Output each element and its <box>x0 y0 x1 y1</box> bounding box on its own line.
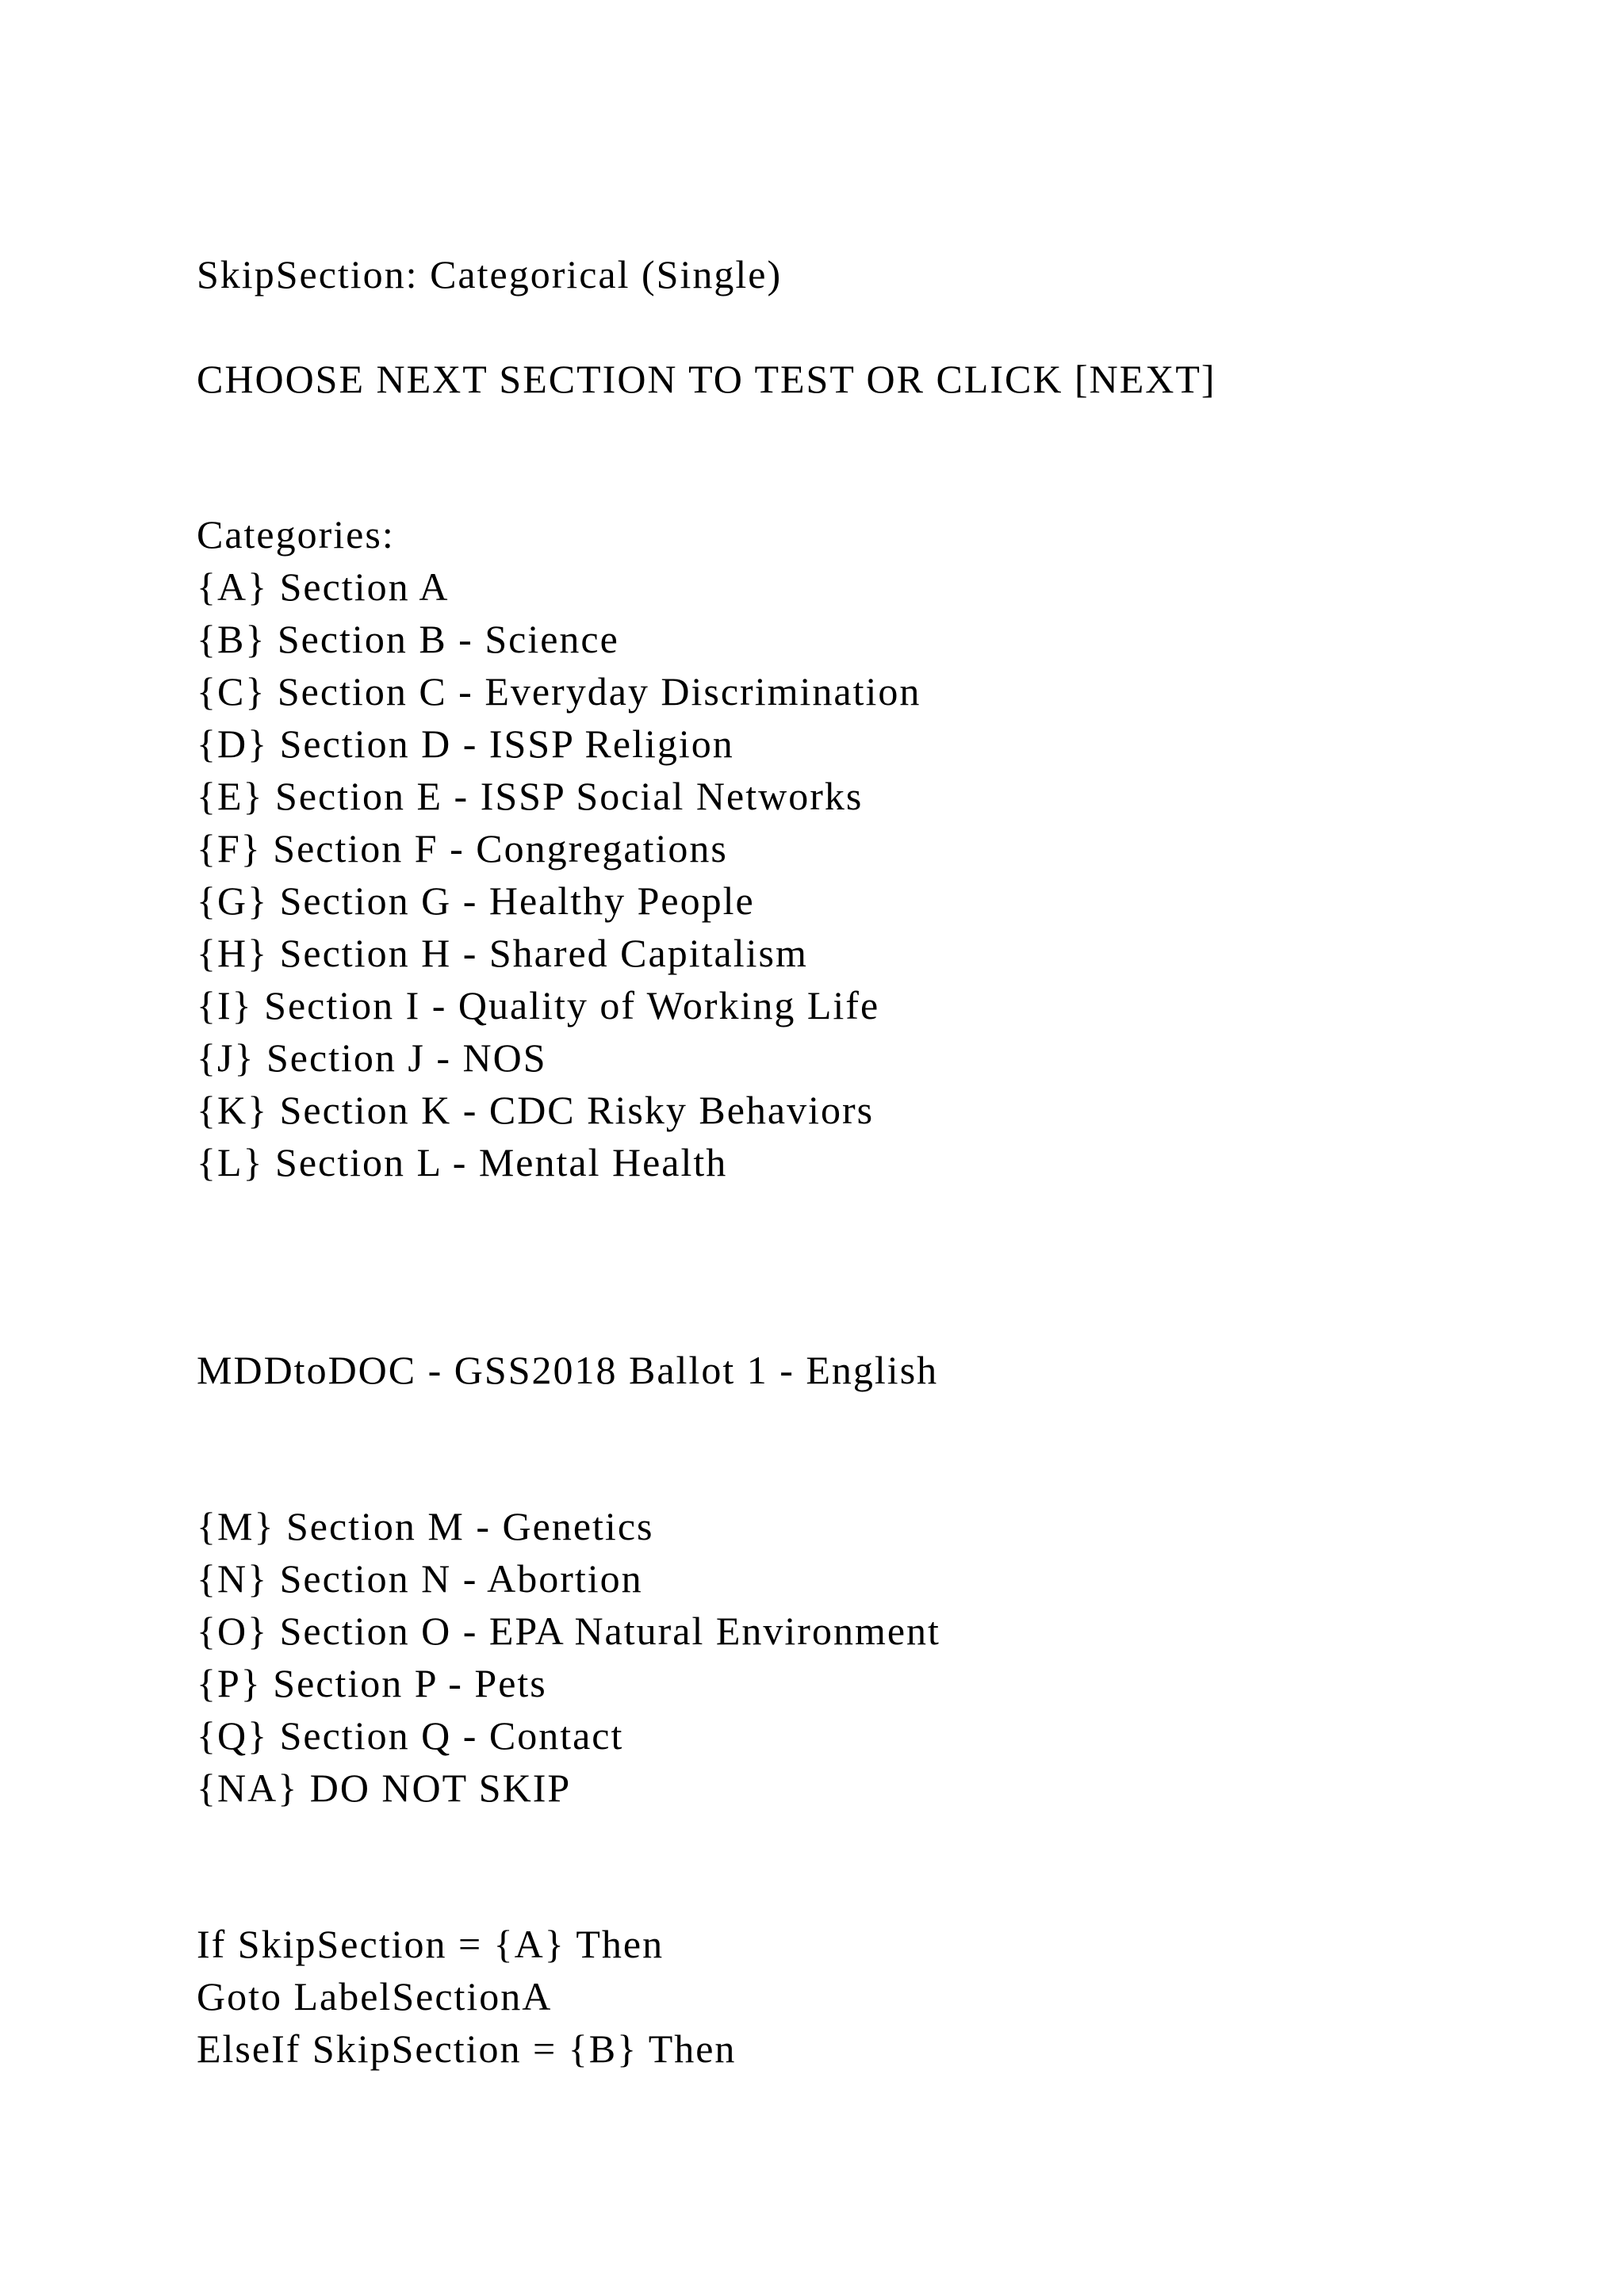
category-item: {P} Section P - Pets <box>197 1661 547 1705</box>
category-item: {A} Section A <box>197 564 450 609</box>
logic-line: If SkipSection = {A} Then <box>197 1922 665 1966</box>
category-item: {M} Section M - Genetics <box>197 1504 654 1548</box>
category-item: {D} Section D - ISSP Religion <box>197 721 734 766</box>
category-item: {L} Section L - Mental Health <box>197 1140 728 1184</box>
logic-line: ElseIf SkipSection = {B} Then <box>197 2026 737 2071</box>
category-item: {G} Section G - Healthy People <box>197 878 755 923</box>
category-item: {B} Section B - Science <box>197 617 619 661</box>
category-item: {F} Section F - Congregations <box>197 826 728 871</box>
category-item: {H} Section H - Shared Capitalism <box>197 931 808 975</box>
category-item: {O} Section O - EPA Natural Environment <box>197 1609 940 1653</box>
question-heading: SkipSection: Categorical (Single) <box>197 252 783 297</box>
category-item: {N} Section N - Abortion <box>197 1556 643 1601</box>
category-item: {C} Section C - Everyday Discrimination <box>197 669 921 714</box>
category-item: {NA} DO NOT SKIP <box>197 1766 572 1810</box>
category-item: {I} Section I - Quality of Working Life <box>197 983 880 1027</box>
logic-line: Goto LabelSectionA <box>197 1974 553 2019</box>
page-footer: MDDtoDOC - GSS2018 Ballot 1 - English <box>197 1348 939 1392</box>
category-item: {J} Section J - NOS <box>197 1035 547 1080</box>
instruction-text: CHOOSE NEXT SECTION TO TEST OR CLICK [NEXT] <box>197 357 1216 401</box>
category-item: {Q} Section Q - Contact <box>197 1713 624 1758</box>
category-item: {K} Section K - CDC Risky Behaviors <box>197 1088 875 1132</box>
categories-label: Categories: <box>197 512 395 557</box>
category-item: {E} Section E - ISSP Social Networks <box>197 774 864 818</box>
